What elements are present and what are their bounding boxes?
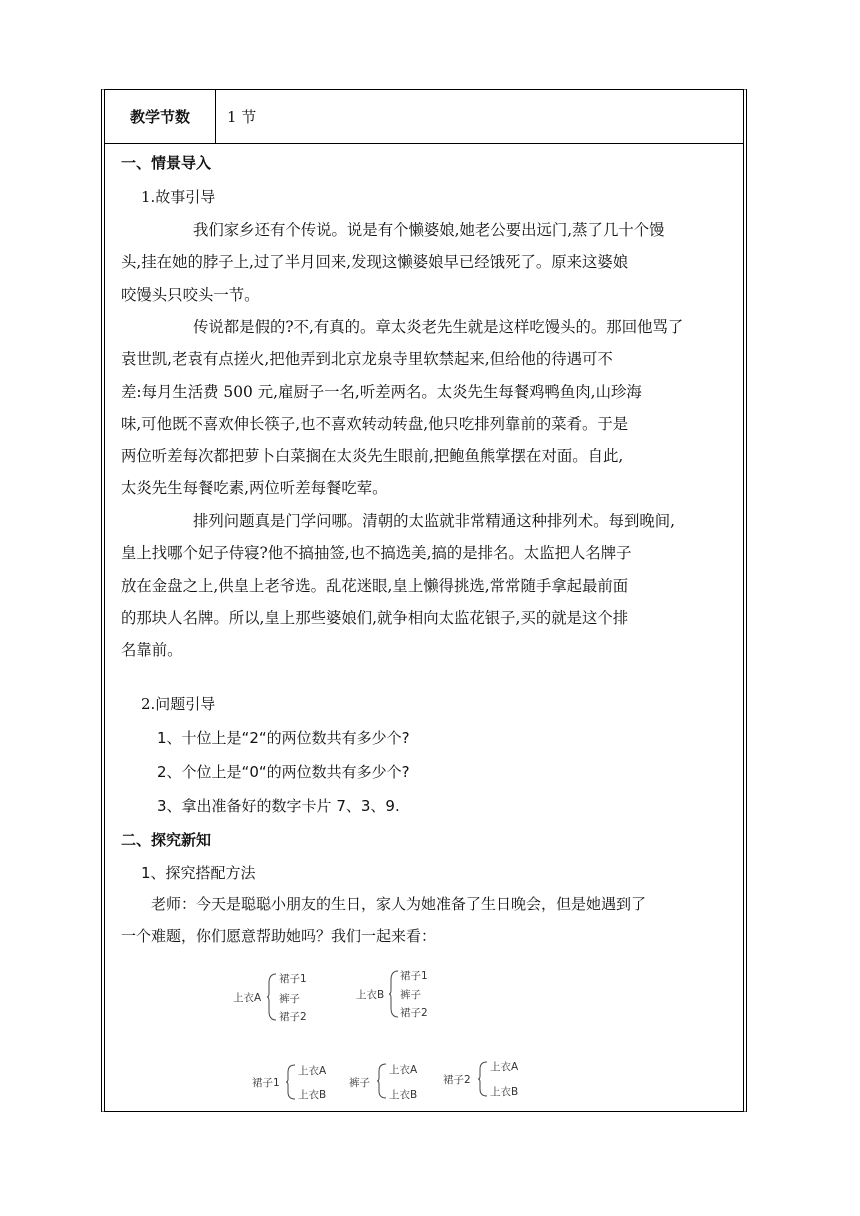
line: 名靠前。 xyxy=(121,641,183,660)
line: 味,可他既不喜欢伸长筷子,也不喜欢转动转盘,他只吃排列靠前的菜肴。于是 xyxy=(121,414,629,433)
diagram-root: 裤子 xyxy=(349,1077,370,1089)
section2-sub1: 1、探究搭配方法 xyxy=(141,864,256,882)
diagram-item: 裙子2 xyxy=(279,1011,307,1023)
question-2: 2、个位上是“0“的两位数共有多少个? xyxy=(157,763,410,781)
pairing-diagram-bottom-1 xyxy=(252,1059,342,1104)
line: 两位听差每次都把萝卜白菜搁在太炎先生眼前,把鲍鱼熊掌摆在对面。自此, xyxy=(121,447,624,466)
pairing-diagram-bottom-2 xyxy=(349,1058,439,1103)
diagram-item: 上衣B xyxy=(490,1086,519,1098)
diagram-item: 上衣A xyxy=(298,1065,327,1077)
line: 老师：今天是聪聪小朋友的生日，家人为她准备了生日晚会，但是她遇到了 xyxy=(151,895,647,913)
line: 我们家乡还有个传说。说是有个懒婆娘,她老公要出远门,蒸了几十个馒 xyxy=(193,221,665,239)
line: 差:每月生活费 500 元,雇厨子一名,听差两名。太炎先生每餐鸡鸭鱼肉,山珍海 xyxy=(121,382,642,401)
line: 袁世凯,老袁有点搓火,把他弄到北京龙泉寺里软禁起来,但给他的待遇可不 xyxy=(121,350,613,369)
story-paragraph-1 xyxy=(121,214,746,311)
brace-icon xyxy=(286,1064,296,1100)
brace-icon xyxy=(377,1063,387,1099)
story-paragraph-2 xyxy=(121,311,746,505)
header-value: 1 节 xyxy=(227,108,257,126)
diagram-item: 裤子 xyxy=(400,989,421,1001)
line: 头,挂在她的脖子上,过了半月回来,发现这懒婆娘早已经饿死了。原来这婆娘 xyxy=(121,253,629,272)
story-paragraph-3 xyxy=(121,505,746,666)
line: 排列问题真是门学问哪。清朝的太监就非常精通这种排列术。每到晚间, xyxy=(193,512,676,530)
pairing-diagram-top-b xyxy=(356,965,466,1025)
line: 放在金盘之上,供皇上老爷选。乱花迷眼,皇上懒得挑选,常常随手拿起最前面 xyxy=(121,576,629,595)
brace-icon xyxy=(478,1061,488,1097)
line: 传说都是假的?不,有真的。章太炎老先生就是这样吃馒头的。那回他骂了 xyxy=(193,318,684,336)
diagram-item: 裙子1 xyxy=(279,973,307,985)
brace-icon xyxy=(267,973,277,1021)
header-row xyxy=(105,90,743,144)
diagram-item: 上衣A xyxy=(490,1061,519,1073)
diagram-item: 上衣A xyxy=(389,1064,418,1076)
section1-title: 一、情景导入 xyxy=(121,154,212,172)
section1-sub2: 2.问题引导 xyxy=(141,695,216,713)
pairing-diagram-bottom-3 xyxy=(443,1056,533,1101)
line: 咬馒头只咬头一节。 xyxy=(121,285,260,304)
line: 太炎先生每餐吃素,两位听差每餐吃荤。 xyxy=(121,479,388,498)
line: 一个难题，你们愿意帮助她吗？我们一起来看： xyxy=(121,927,437,946)
diagram-item: 裙子2 xyxy=(400,1007,428,1019)
line: 皇上找哪个妃子侍寝?他不搞抽签,也不搞选美,搞的是排名。太监把人名牌子 xyxy=(121,544,632,563)
diagram-root: 裙子2 xyxy=(443,1074,471,1086)
line: 的那块人名牌。所以,皇上那些婆娘们,就争相向太监花银子,买的就是这个排 xyxy=(121,608,629,627)
diagram-item: 上衣B xyxy=(298,1089,327,1101)
question-1: 1、十位上是“2“的两位数共有多少个? xyxy=(157,729,410,747)
diagram-root: 上衣A xyxy=(233,992,262,1004)
diagram-item: 裙子1 xyxy=(400,970,428,982)
question-3: 3、拿出准备好的数字卡片 7、3、9. xyxy=(157,797,400,815)
diagram-item: 上衣B xyxy=(389,1089,418,1101)
brace-icon xyxy=(389,970,399,1018)
header-label: 教学节数 xyxy=(105,90,216,143)
diagram-item: 裤子 xyxy=(279,993,300,1005)
teacher-paragraph xyxy=(121,888,746,953)
diagram-root: 裙子1 xyxy=(252,1077,280,1089)
section1-sub1: 1.故事引导 xyxy=(141,188,216,206)
section2-title: 二、探究新知 xyxy=(121,831,212,849)
diagram-root: 上衣B xyxy=(356,989,385,1001)
pairing-diagram-top-a xyxy=(233,968,343,1028)
